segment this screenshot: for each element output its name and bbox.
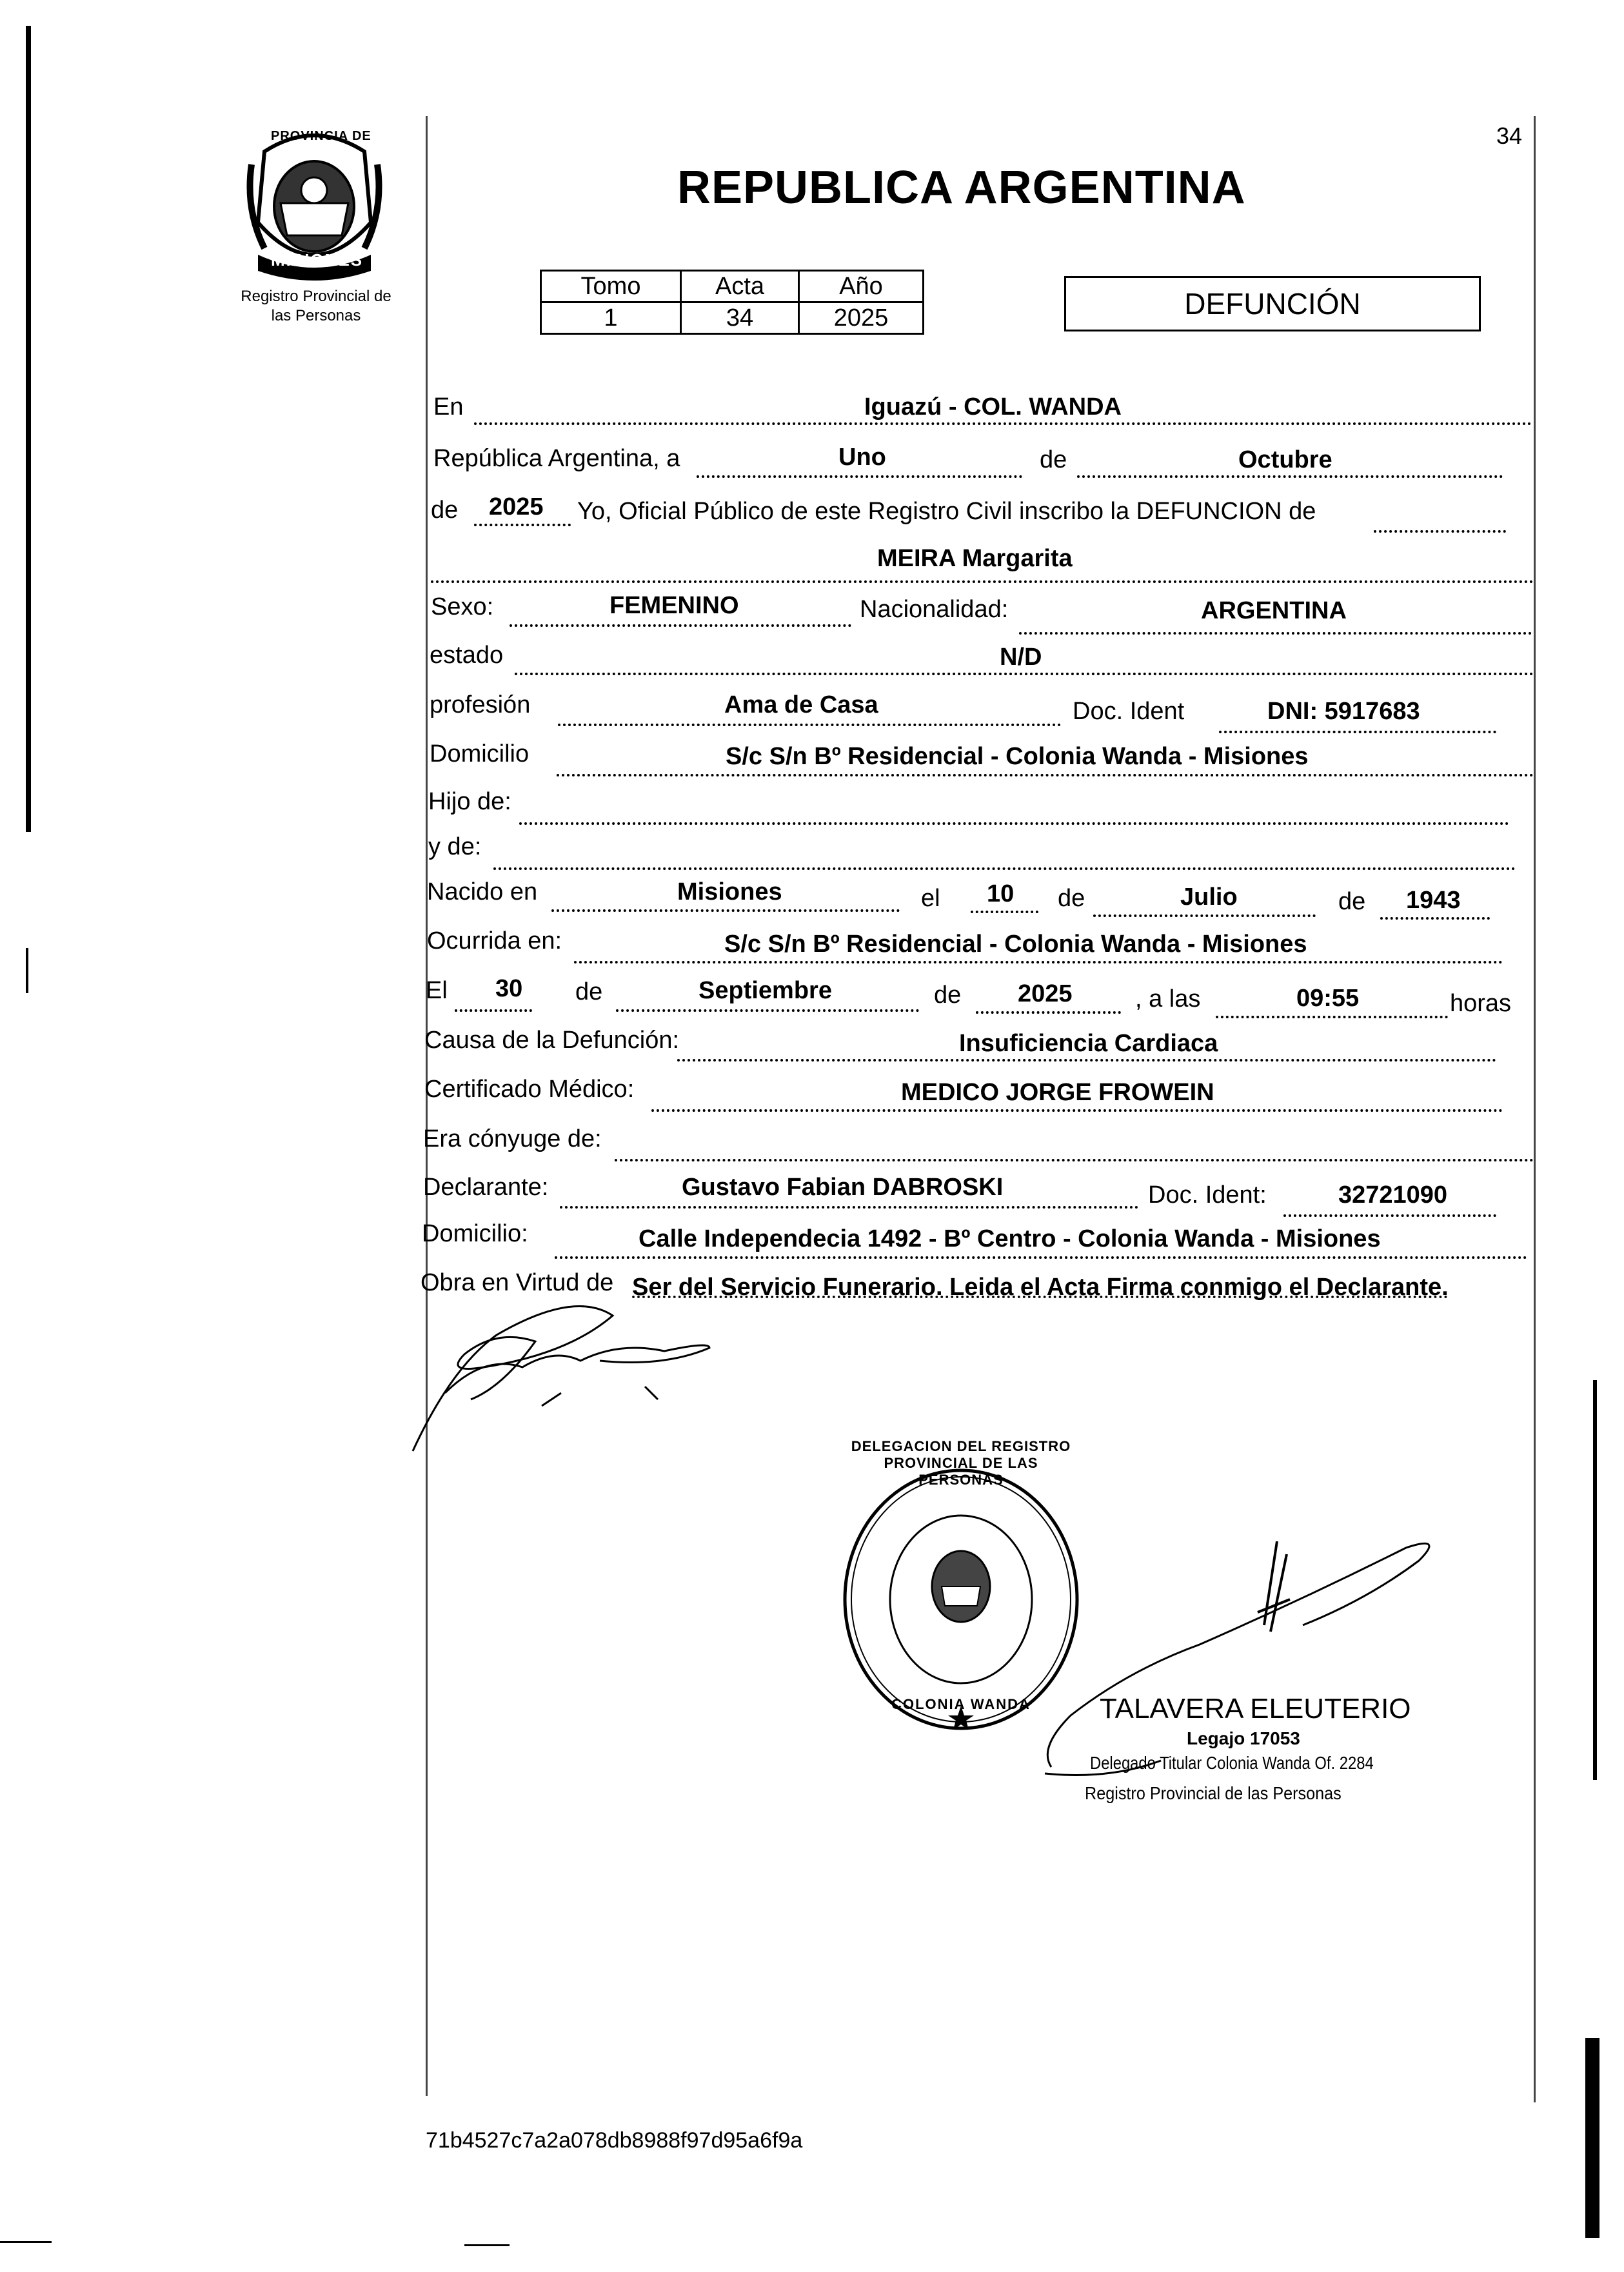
- emblem-bottom-text: MISIONES: [271, 250, 364, 270]
- label-declarante: Declarante:: [423, 1174, 549, 1201]
- table-cell: 2025: [799, 302, 924, 334]
- dotted-line: [431, 580, 1534, 583]
- label-de: de: [1058, 885, 1085, 912]
- value-mes: Octubre: [1238, 446, 1332, 473]
- act-type-box: DEFUNCIÓN: [1064, 276, 1481, 331]
- scan-edge-mark: [26, 26, 31, 832]
- dotted-line: [616, 1009, 919, 1012]
- dotted-line: [976, 1011, 1121, 1014]
- value-estado: N/D: [1000, 644, 1042, 671]
- label-sexo: Sexo:: [431, 593, 494, 620]
- table-header: Año: [799, 271, 924, 302]
- dotted-line: [519, 822, 1509, 825]
- value-def-mes: Septiembre: [698, 977, 832, 1004]
- label-de-anio: de: [431, 497, 459, 524]
- dotted-line: [1093, 914, 1316, 917]
- dotted-line: [558, 724, 1061, 726]
- table-cell: 34: [681, 302, 799, 334]
- registry-label: Registro Provincial de las Personas: [241, 288, 391, 324]
- dotted-line: [551, 909, 900, 912]
- dotted-line: [1216, 1016, 1448, 1018]
- value-lugar: Iguazú - COL. WANDA: [864, 393, 1122, 420]
- seal-outer-text: DELEGACION DEL REGISTRO PROVINCIAL DE LAS PERSONAS: [851, 1438, 1071, 1488]
- value-obra: Ser del Servicio Funerario. Leida el Acta Firma conmigo el Declarante.: [632, 1274, 1449, 1301]
- value-domicilio: S/c S/n Bº Residencial - Colonia Wanda - Misiones: [726, 743, 1309, 770]
- dotted-line: [1077, 475, 1503, 478]
- value-sexo: FEMENINO: [609, 592, 739, 619]
- value-nac-anio: 1943: [1406, 887, 1461, 914]
- value-nombre: MEIRA Margarita: [877, 545, 1073, 572]
- scan-edge-mark: [1593, 1380, 1597, 1780]
- dotted-line: [1219, 731, 1496, 733]
- official-legajo: Legajo 17053: [1187, 1728, 1300, 1748]
- label-hijo-de: Hijo de:: [428, 788, 511, 815]
- value-ocurrida-en: S/c S/n Bº Residencial - Colonia Wanda - Misiones: [724, 931, 1307, 958]
- label-republica: República Argentina, a: [433, 445, 680, 472]
- dotted-line: [515, 673, 1534, 675]
- value-profesion: Ama de Casa: [724, 691, 878, 718]
- label-en: En: [433, 393, 464, 420]
- table-header: Tomo: [541, 271, 681, 302]
- dotted-line: [971, 911, 1038, 913]
- dotted-line: [555, 1256, 1527, 1259]
- seal-inner-text: COLONIA WANDA: [891, 1696, 1031, 1712]
- label-profesion: profesión: [430, 691, 531, 718]
- label-causa: Causa de la Defunción:: [424, 1027, 680, 1054]
- dotted-line: [493, 867, 1516, 870]
- dotted-line: [1374, 530, 1506, 533]
- official-name: TALAVERA ELEUTERIO: [1100, 1693, 1411, 1724]
- official-registro: Registro Provincial de las Personas: [1085, 1783, 1342, 1803]
- official-cargo: Delegado Titular Colonia Wanda Of. 2284: [1090, 1753, 1374, 1773]
- value-hora: 09:55: [1296, 985, 1360, 1012]
- label-ocurrida-en: Ocurrida en:: [427, 927, 562, 954]
- value-dia: Uno: [838, 444, 886, 471]
- label-y-de: y de:: [428, 833, 482, 860]
- table-header: Acta: [681, 271, 799, 302]
- label-domicilio: Domicilio: [430, 740, 530, 767]
- value-causa: Insuficiencia Cardiaca: [959, 1030, 1218, 1057]
- table-cell: 1: [541, 302, 681, 334]
- dotted-line: [1019, 632, 1532, 635]
- dotted-line: [651, 1109, 1503, 1112]
- page-number: 34: [1496, 123, 1523, 149]
- label-horas: horas: [1450, 990, 1512, 1017]
- label-el: el: [921, 885, 940, 912]
- act-table: [540, 270, 924, 335]
- dotted-line: [557, 774, 1534, 776]
- label-de: de: [1338, 888, 1366, 915]
- document-hash: 71b4527c7a2a078db8988f97d95a6f9a: [426, 2128, 803, 2153]
- label-doc-ident-2: Doc. Ident:: [1148, 1181, 1267, 1209]
- dotted-line: [697, 475, 1022, 478]
- value-nacionalidad: ARGENTINA: [1201, 597, 1347, 624]
- declarant-signature: [406, 1290, 716, 1457]
- label-de: de: [1040, 446, 1067, 473]
- value-nac-mes: Julio: [1180, 884, 1238, 911]
- value-nacido-en: Misiones: [677, 878, 782, 905]
- value-anio: 2025: [489, 493, 544, 520]
- dotted-line: [1283, 1214, 1496, 1217]
- label-conyuge: Era cónyuge de:: [423, 1125, 602, 1152]
- value-def-dia: 30: [495, 975, 523, 1002]
- value-nac-dia: 10: [987, 880, 1015, 907]
- label-obra: Obra en Virtud de: [421, 1269, 614, 1296]
- label-doc-ident: Doc. Ident: [1073, 698, 1185, 725]
- scan-edge-mark: [26, 948, 28, 993]
- value-declarante: Gustavo Fabian DABROSKI: [682, 1174, 1004, 1201]
- label-de: de: [934, 982, 962, 1009]
- dotted-line: [560, 1206, 1138, 1209]
- page-title: REPUBLICA ARGENTINA: [677, 162, 1246, 213]
- label-el-fecha: El: [426, 977, 448, 1004]
- label-estado: estado: [430, 642, 504, 669]
- label-inscribo: Yo, Oficial Público de este Registro Civil inscribo la DEFUNCION de: [577, 498, 1316, 525]
- value-dni: DNI: 5917683: [1267, 698, 1420, 725]
- label-nacido-en: Nacido en: [427, 878, 538, 905]
- scan-edge-mark: [464, 2244, 510, 2246]
- value-declarante-domicilio: Calle Independecia 1492 - Bº Centro - Colonia Wanda - Misiones: [639, 1225, 1381, 1252]
- dotted-line: [615, 1159, 1534, 1161]
- dotted-line: [474, 524, 571, 526]
- dotted-line: [510, 624, 851, 627]
- value-def-anio: 2025: [1018, 980, 1073, 1007]
- label-de: de: [575, 978, 603, 1005]
- emblem-top-text: PROVINCIA DE: [271, 129, 371, 143]
- scan-edge-mark: [1585, 2038, 1599, 2238]
- dotted-line: [1380, 917, 1490, 920]
- label-certificado: Certificado Médico:: [424, 1076, 635, 1103]
- dotted-line: [455, 1009, 532, 1012]
- label-nacionalidad: Nacionalidad:: [860, 596, 1009, 623]
- dotted-line: [677, 1059, 1496, 1062]
- right-margin-line: [1534, 116, 1536, 2102]
- left-margin-line: [426, 116, 428, 2096]
- value-certificado: MEDICO JORGE FROWEIN: [901, 1079, 1214, 1106]
- value-declarante-doc: 32721090: [1338, 1181, 1448, 1209]
- label-domicilio-2: Domicilio:: [422, 1220, 528, 1247]
- label-a-las: , a las: [1135, 985, 1201, 1013]
- scan-edge-mark: [0, 2241, 52, 2243]
- dotted-line: [574, 961, 1503, 963]
- dotted-line: [474, 422, 1532, 425]
